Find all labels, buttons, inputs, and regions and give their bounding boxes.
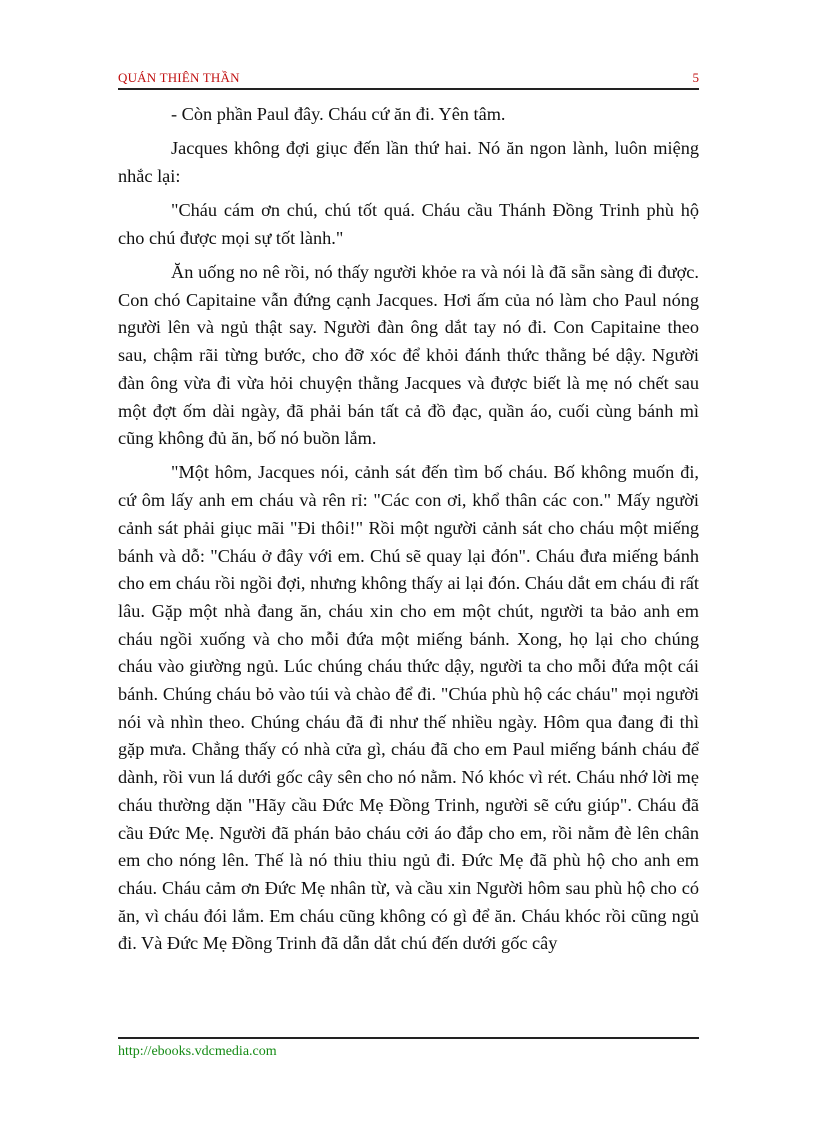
paragraph: - Còn phần Paul đây. Cháu cứ ăn đi. Yên tâm. xyxy=(171,104,506,124)
paragraph: Ăn uống no nê rồi, nó thấy người khỏe ra và nói là đã sẵn sàng đi được. Con chó Capitaine vẫn đứng cạnh Jacques. Hơi ấm của nó làm cho Paul nóng người lên và ngủ thật say. Người đàn ông dắt tay nó đi. Con Capitaine theo sau, chậm rãi từng bước, cho đỡ xóc để khỏi đánh thức thằng bé dậy. Người đàn ông vừa đi vừa hỏi chuyện thằng Jacques và được biết là mẹ nó chết sau một đợt ốm dài ngày, đã phải bán tất cả đồ đạc, quần áo, cuối cùng bánh mì cũng không đủ ăn, bố nó buồn lắm. xyxy=(118,262,699,449)
source-link[interactable]: http://ebooks.vdcmedia.com xyxy=(118,1044,277,1059)
paragraph: Jacques không đợi giục đến lần thứ hai. Nó ăn ngon lành, luôn miệng nhắc lại: xyxy=(118,138,699,186)
page-footer xyxy=(118,1037,699,1060)
page-header xyxy=(118,64,699,90)
book-title: QUÁN THIÊN THẦN xyxy=(118,70,240,85)
paragraph: "Một hôm, Jacques nói, cảnh sát đến tìm bố cháu. Bố không muốn đi, cứ ôm lấy anh em cháu và rên rỉ: "Các con ơi, khổ thân các con." Mấy người cảnh sát phải giục mãi "Đi thôi!" Rồi một người cảnh sát cho cháu một miếng bánh và dỗ: "Cháu ở đây với em. Chú sẽ quay lại đón". Cháu đưa miếng bánh cho em cháu rồi ngồi đợi, nhưng không thấy ai lại đón. Cháu dắt em cháu đi rất lâu. Gặp một nhà đang ăn, cháu xin cho em một chút, người ta bảo anh em cháu ngồi xuống và cho mỗi đứa một miếng bánh. Xong, họ lại cho chúng cháu vào giường ngủ. Lúc chúng cháu thức dậy, người ta cho mỗi đứa một cái bánh. Chúng cháu bỏ vào túi và chào để đi. "Chúa phù hộ các cháu" mọi người nói và nhìn theo. Chúng cháu đã đi như thế nhiều ngày. Hôm qua đang đi thì gặp mưa. Chẳng thấy có nhà cửa gì, cháu đã cho em Paul miếng bánh cháu để dành, rồi vun lá dưới gốc cây sên cho nó nằm. Nó khóc vì rét. Cháu nhớ lời mẹ cháu thường dặn "Hãy cầu Đức Mẹ Đồng Trinh, người sẽ cứu giúp". Cháu đã cầu Đức Mẹ. Người đã phán bảo cháu cởi áo đắp cho em, rồi nằm đè lên chân em cho nóng lên. Thế là nó thiu thiu ngủ đi. Đức Mẹ đã phù hộ cho anh em cháu. Cháu cảm ơn Đức Mẹ nhân từ, và cầu xin Người hôm sau phù hộ cho có ăn, vì cháu đói lắm. Em cháu cũng không có gì để ăn. Cháu khóc rồi cũng ngủ đi. Và Đức Mẹ Đồng Trinh đã dẫn dắt chú đến dưới gốc cây xyxy=(118,462,699,954)
page-body xyxy=(118,101,699,965)
page-number: 5 xyxy=(692,70,699,85)
paragraph: "Cháu cám ơn chú, chú tốt quá. Cháu cầu Thánh Đồng Trinh phù hộ cho chú được mọi sự tốt lành." xyxy=(118,200,699,248)
